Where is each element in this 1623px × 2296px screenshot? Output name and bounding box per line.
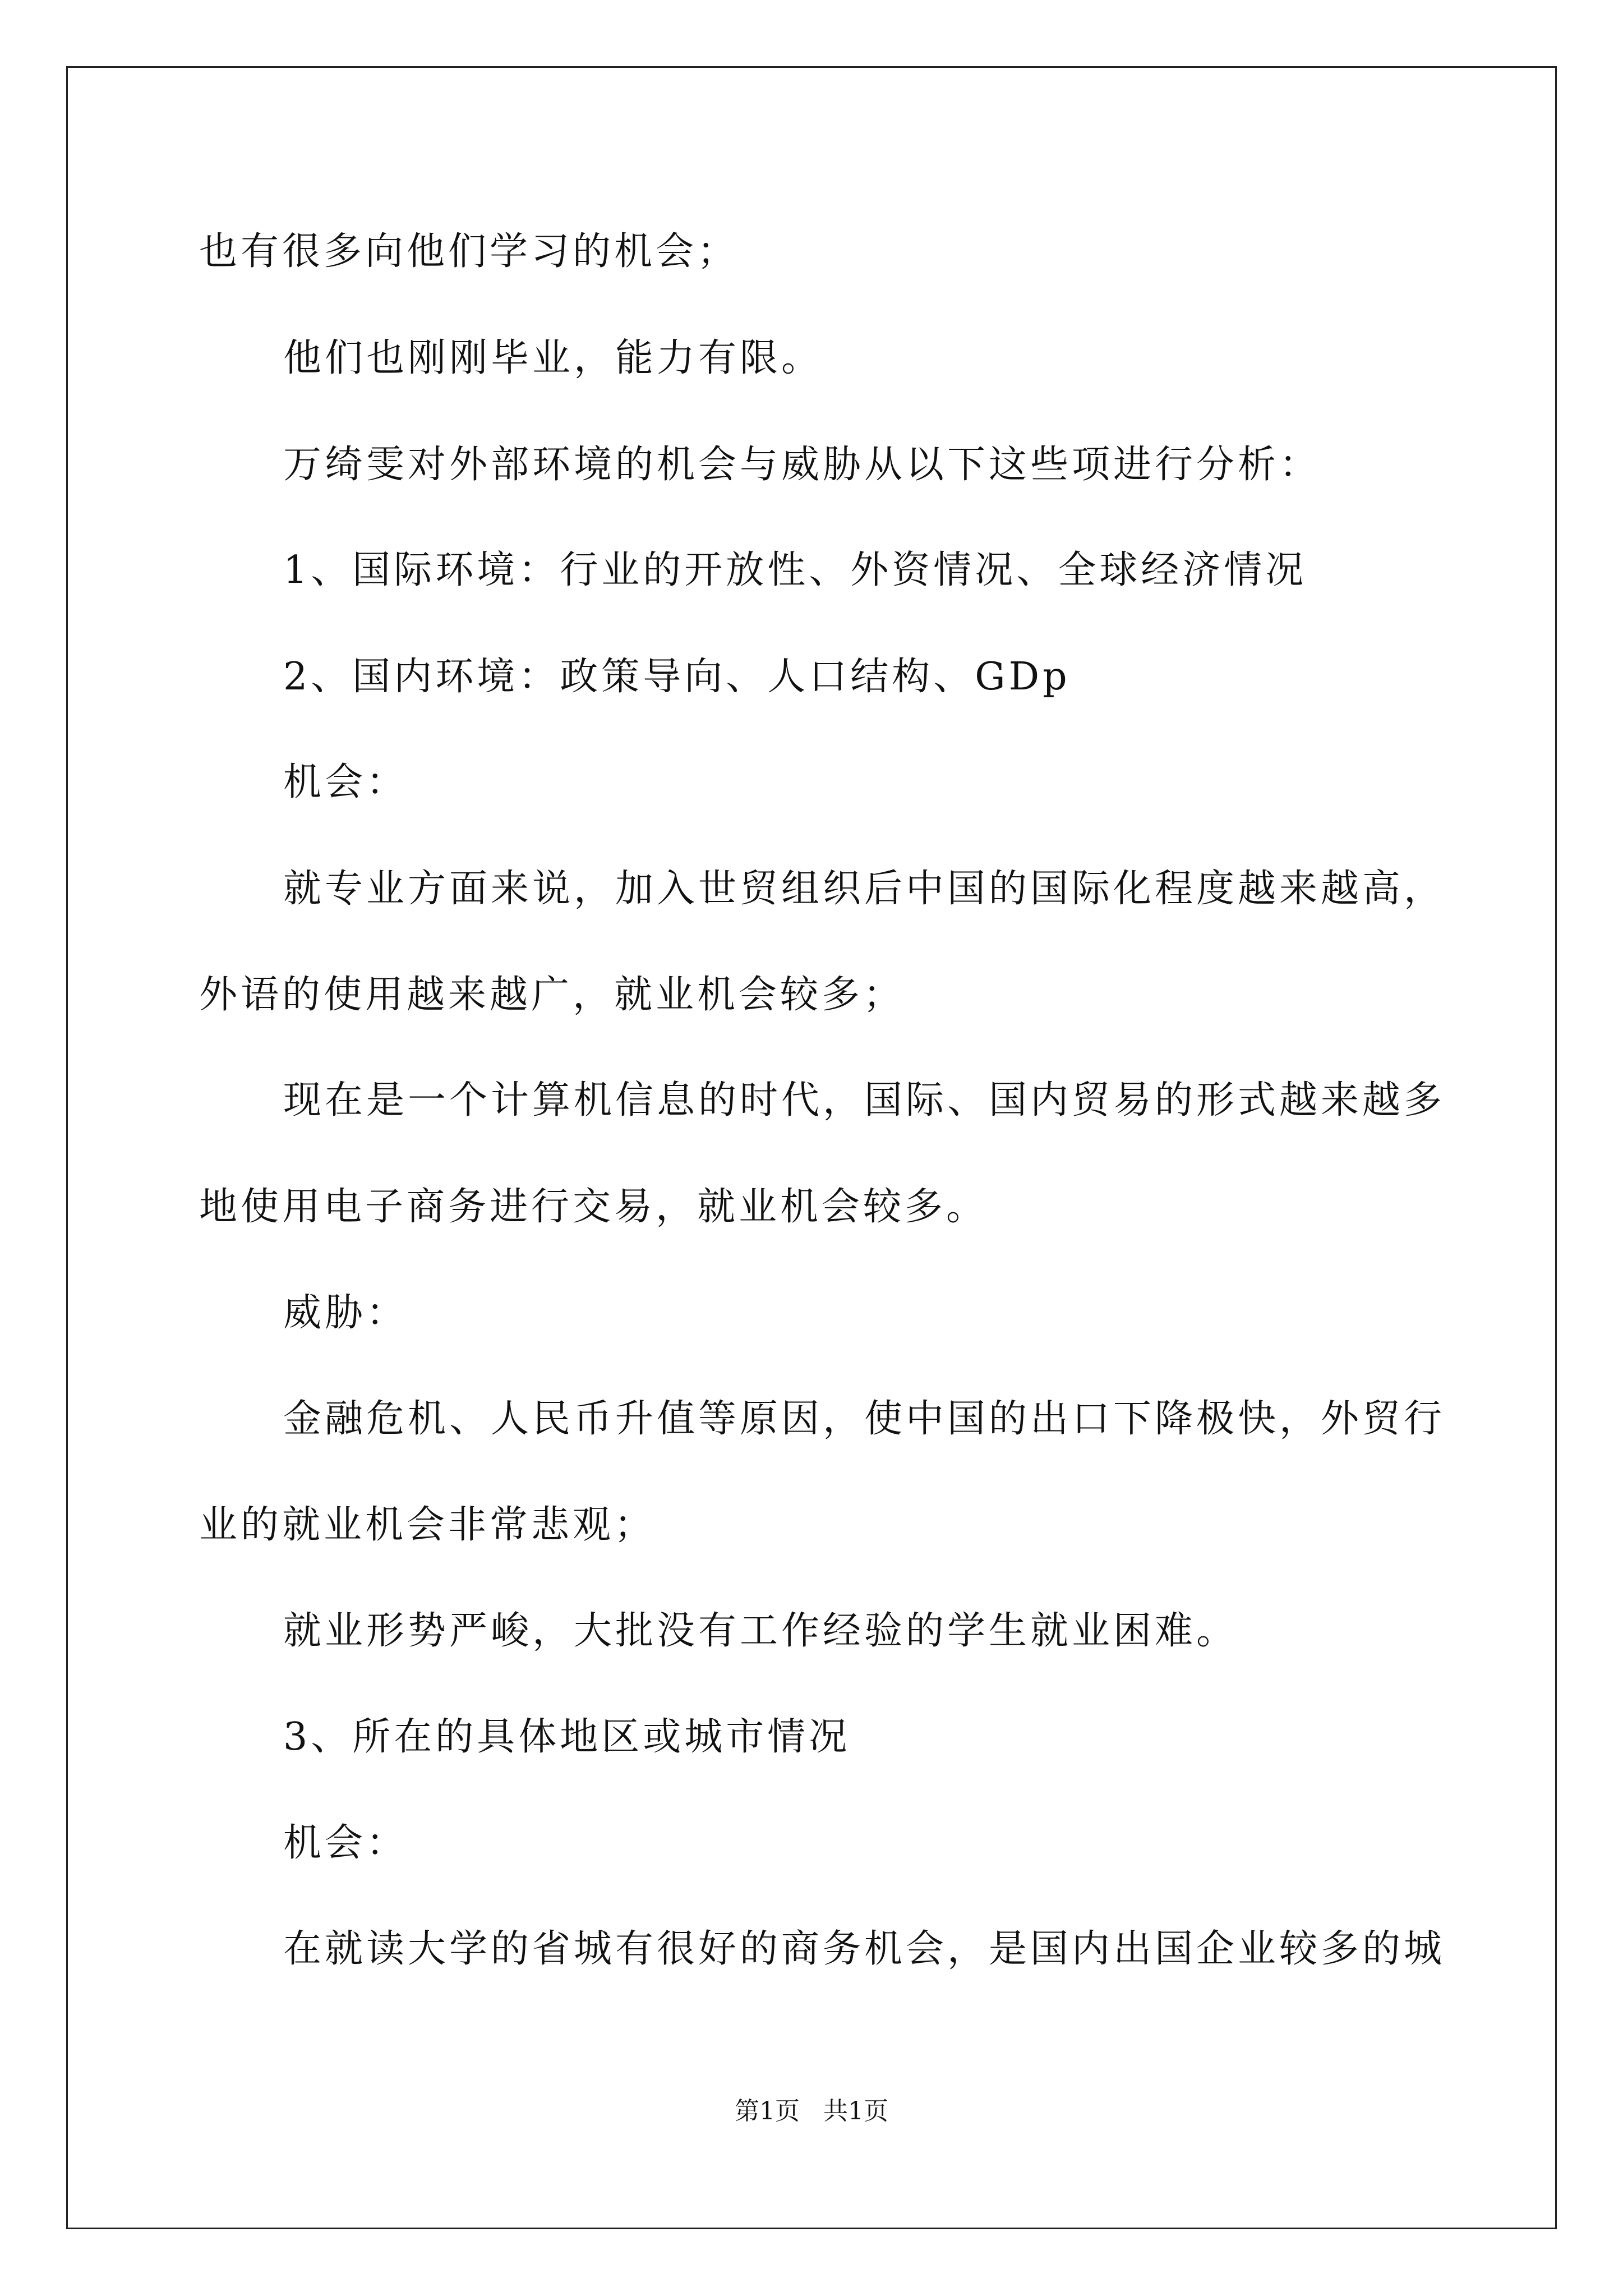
text-line: 他们也刚刚毕业，能力有限。 bbox=[283, 336, 823, 380]
text-line: 金融危机、人民币升值等原因，使中国的出口下降极快，外贸行 bbox=[283, 1397, 1446, 1441]
page-footer bbox=[0, 2099, 1623, 2124]
text-line: 外语的使用越来越广，就业机会较多； bbox=[199, 973, 905, 1017]
page-total: 共1页 bbox=[823, 2097, 888, 2125]
text-line: 就专业方面来说，加入世贸组织后中国的国际化程度越来越高， bbox=[283, 867, 1446, 911]
text-line: 在就读大学的省城有很好的商务机会，是国内出国企业较多的城 bbox=[283, 1927, 1446, 1971]
text-line: 2、国内环境：政策导向、人口结构、GDp bbox=[283, 655, 1071, 699]
page-number: 第1页 bbox=[735, 2097, 800, 2125]
footer-spacer bbox=[800, 2097, 823, 2125]
text-line: 现在是一个计算机信息的时代，国际、国内贸易的形式越来越多 bbox=[283, 1078, 1446, 1122]
text-line: 1、国际环境：行业的开放性、外资情况、全球经济情况 bbox=[283, 548, 1307, 592]
text-line: 机会： bbox=[283, 1821, 408, 1865]
text-line: 3、所在的具体地区或城市情况 bbox=[283, 1715, 851, 1759]
text-line: 机会： bbox=[283, 760, 408, 804]
text-line: 威胁： bbox=[283, 1291, 408, 1335]
text-line: 业的就业机会非常悲观； bbox=[199, 1503, 656, 1547]
text-line: 万绮雯对外部环境的机会与威胁从以下这些项进行分析： bbox=[283, 443, 1321, 487]
page-border bbox=[66, 66, 1557, 2229]
text-line: 就业形势严峻，大批没有工作经验的学生就业困难。 bbox=[283, 1609, 1238, 1653]
text-line: 地使用电子商务进行交易，就业机会较多。 bbox=[199, 1185, 988, 1229]
text-line: 也有很多向他们学习的机会； bbox=[199, 229, 739, 274]
